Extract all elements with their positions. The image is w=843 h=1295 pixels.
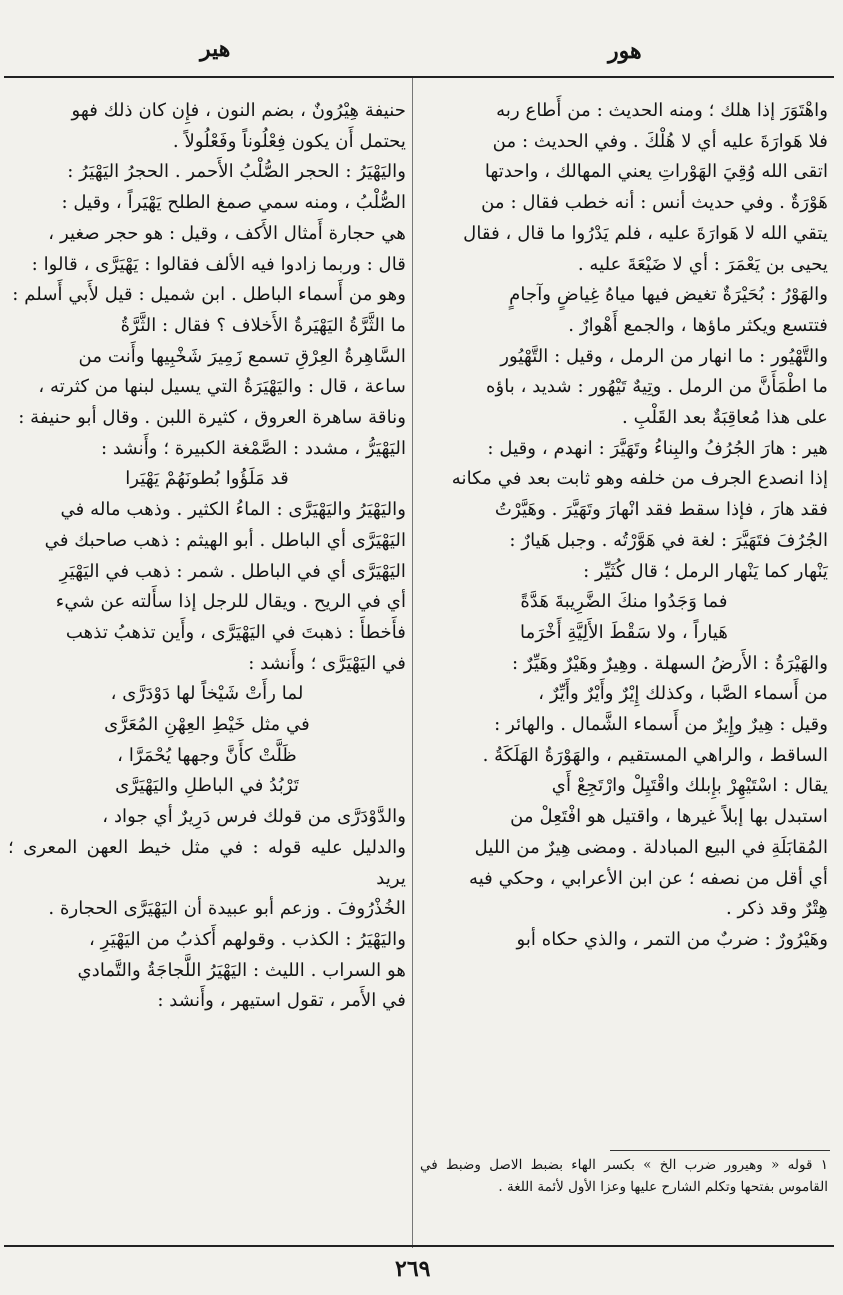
verse-line: ظَلَّتْ كأَنَّ وجهها يُحْمَرَّا ، bbox=[117, 744, 297, 766]
text-line: يقال : اسْتَيْهِرْ بإِبلك واقْتَيِلْ وارْتَجِعْ أَي bbox=[551, 775, 828, 797]
footnote: ١ قوله « وهيرور ضرب الخ » بكسر الهاء بضبط الاصل وضبط في القاموس بفتحها وتكلم الشارح عليها وعزا الأول لأئمة اللغة . bbox=[420, 1157, 828, 1195]
text-line: اليَهْيَرَّى أي في الباطل . شمر : ذهب في اليَهْيَرِ bbox=[59, 560, 406, 582]
text-line: وقيل : هِيرٌ وإِيرٌ من أَسماء الشَّمال . والهائر : bbox=[494, 714, 828, 736]
text-line: والتَّهْيُور : ما انهار من الرمل ، وقيل : التَّهْيُور bbox=[500, 345, 828, 367]
text-line: واليَهْيَرُ : الكذب . وقولهم أَكذبُ من اليَهْيَرِ ، bbox=[89, 928, 406, 950]
text-line: الصُّلْبُ ، ومنه سمي صمغ الطلح يَهْيَراً ، وقيل : bbox=[61, 192, 406, 214]
text-line: أي في الريح . ويقال للرجل إذا سأَلته عن شيء bbox=[55, 591, 406, 613]
text-line: اتقى الله وُقِيَ الهَوْراتِ يعني المهالك ، واحدتها bbox=[484, 161, 828, 183]
verse-line: تَرْبُدُ في الباطلِ واليَهْيَرَّى bbox=[115, 775, 299, 797]
text-line: اليَهْيَرَّى أي الباطل . أبو الهيثم : ذهب صاحبك في bbox=[44, 529, 406, 551]
verse-line: في مثل خَيْطِ العِهْنِ المُعَرَّى bbox=[104, 714, 310, 736]
text-line: يتقي الله لا هَوارَةَ عليه ، فلم يَدْرُوا ما قال ، فقال bbox=[463, 222, 828, 244]
text-line: أي أقل من نصفه ؛ عن ابن الأعرابي ، وحكي فيه bbox=[468, 867, 828, 889]
footnote-rule bbox=[610, 1150, 830, 1151]
text-line: فتتسع ويكثر ماؤها ، والجمع أَهْوارٌ . bbox=[568, 314, 828, 336]
verse-line: لما رأَتْ شَيْخاً لها دَوْدَرَّى ، bbox=[110, 683, 304, 705]
text-line: في الأَمر ، تقول استيهر ، وأَنشد : bbox=[157, 990, 406, 1012]
text-line: الجُرُفَ فتَهَيَّرَ : لغة في هَوَّرْتُه . وجبل هَيارٌ : bbox=[509, 529, 828, 551]
text-line: يَنْهار كما يَنْهار الرمل ؛ قال كُثَيِّر : bbox=[583, 560, 828, 582]
text-line: وناقة ساهرة العروق ، كثيرة اللبن . وقال أبو حنيفة : bbox=[18, 407, 406, 429]
text-line: واليَهْيَرُ : الحجر الصُّلْبُ الأَحمر . الحجرُ اليَهْيَرُ : bbox=[67, 161, 406, 183]
text-line: اليَهْيَرُّ ، مشدد : الصَّمْغة الكبيرة ؛ وأَنشد : bbox=[100, 437, 406, 459]
text-line: واهْتَوَرَ إذا هلك ؛ ومنه الحديث : من أَطاع ربه bbox=[496, 100, 828, 121]
text-line: فقد هارَ ، فإذا سقط فقد انْهارَ وتَهَيَّرَ . وهَيَّرْتُ bbox=[494, 499, 828, 521]
text-line: السَّاهِرةُ العِرْقِ تسمع زَمِيرَ شَخْبِيها وأَنت من bbox=[78, 345, 406, 367]
column-divider bbox=[412, 78, 413, 1248]
verse-line: قد مَلَؤُوا بُطونَهُمْ يَهْيَرا bbox=[125, 468, 289, 490]
text-line: الساقط ، والراهي المستقيم ، والهَوْرَةُ الهَلَكَةُ . bbox=[482, 744, 828, 766]
bottom-rule bbox=[4, 1245, 834, 1247]
text-line: ما الثَّرَّةُ اليَهْيَرةُ الأَخلاف ؟ فقال : الثَّرَّةُ bbox=[120, 314, 406, 336]
text-line: يحتمل أَن يكون فِعْلُوناً وفَعْلُولاً . bbox=[172, 130, 406, 152]
text-line: استبدل بها إبلاً غيرها ، واقتيل هو افْتَعِلْ من bbox=[510, 806, 828, 828]
verse-line: فما وَجَدُوا منكَ الضَّرِيبةَ هَدَّةً bbox=[520, 591, 728, 613]
header-root-left: هير bbox=[200, 36, 231, 62]
text-line: هِتْرٌ وقد ذكر . bbox=[725, 898, 828, 920]
text-line: ما اطْمَأَنَّ من الرمل . وتِيهٌ تَيْهُور : شديد ، باؤه bbox=[485, 376, 828, 398]
text-line: من أَسماء الصَّبا ، وكذلك إِيْرٌ وأَيْرٌ وأَيِّرٌ ، bbox=[538, 683, 828, 705]
page-number: ٢٦٩ bbox=[395, 1256, 431, 1282]
text-line: هي حجارة أَمثال الأَكف ، وقيل : هو حجر صغير ، bbox=[48, 222, 406, 244]
text-line: والدليل عليه قوله : في مثل خيط العهن المعرى ؛ يريد bbox=[8, 836, 406, 889]
text-line: الخُذْرُوفَ . وزعم أبو عبيدة أن اليَهْيَرَّى الحجارة . bbox=[48, 898, 406, 920]
text-line: هَوْرَةٌ . وفي حديث أنس : أنه خطب فقال : من bbox=[481, 192, 828, 214]
text-line: قال : وربما زادوا فيه الألف فقالوا : يَهْيَرَّى ، قالوا : bbox=[31, 253, 406, 275]
text-line: والدَّوْدَرَّى من قولك فرس دَرِيرٌ أي جواد ، bbox=[102, 806, 406, 828]
text-line: هير : هارَ الجُرُفُ والبِناءُ وتَهَيَّرَ : انهدم ، وقيل : bbox=[487, 437, 828, 459]
text-line: هو السراب . الليث : اليَهْيَرُ اللَّجاجَةُ والتَّمادي bbox=[77, 959, 406, 981]
text-line: يحيى بن يَعْمَرَ : أي لا ضَيْعَةَ عليه . bbox=[577, 253, 828, 275]
text-line: فلا هَوارَةَ عليه أي لا هُلْكَ . وفي الحديث : من bbox=[492, 130, 828, 152]
header-root-right: هور bbox=[608, 38, 642, 64]
verse-line: هَياراً ، ولا سَقْطَ الأَلِيَّةِ أَخْرَما bbox=[520, 621, 728, 643]
text-line: إذا انصدع الجرف من خلفه وهو ثابت بعد في مكانه bbox=[451, 468, 828, 490]
text-line: وهو من أَسماء الباطل . ابن شميل : قيل لأَبي أَسلم : bbox=[12, 284, 406, 306]
text-line: في اليَهْيَرَّى ؛ وأَنشد : bbox=[248, 652, 406, 674]
text-line: على هذا مُعاقِبَةٌ بعد القَلْبِ . bbox=[622, 407, 828, 429]
text-line: والهَيْرَةُ : الأَرضُ السهلة . وهِيرٌ وهَيْرٌ وهَيِّرٌ : bbox=[512, 652, 828, 674]
text-line: فأَخطأَ : ذهبتَ في اليَهْيَرَّى ، وأَين تذهبُ تذهب bbox=[65, 621, 406, 643]
text-line: واليَهْيَرُ واليَهْيَرَّى : الماءُ الكثير . وذهب ماله في bbox=[60, 499, 406, 521]
right-column bbox=[420, 96, 828, 956]
text-line: وهَيْرُورٌ : ضربٌ من التمر ، والذي حكاه أبو bbox=[516, 928, 828, 950]
text-line: المُقابَلَةِ في البيع المبادلة . ومضى هِيرٌ من الليل bbox=[474, 836, 828, 858]
text-line: حنيفة هِيْرُونٌ ، بضم النون ، فإِن كان ذلك فهو bbox=[71, 100, 406, 121]
text-line: والهَوْرُ : بُحَيْرَةٌ تغيض فيها مياهُ غِياضٍ وآجامٍ bbox=[509, 284, 828, 306]
top-rule bbox=[4, 76, 834, 78]
left-column bbox=[8, 96, 406, 1017]
text-line: ساعة ، قال : واليَهْيَرَةُ التي يسيل لبنها من كثرته ، bbox=[38, 376, 406, 398]
